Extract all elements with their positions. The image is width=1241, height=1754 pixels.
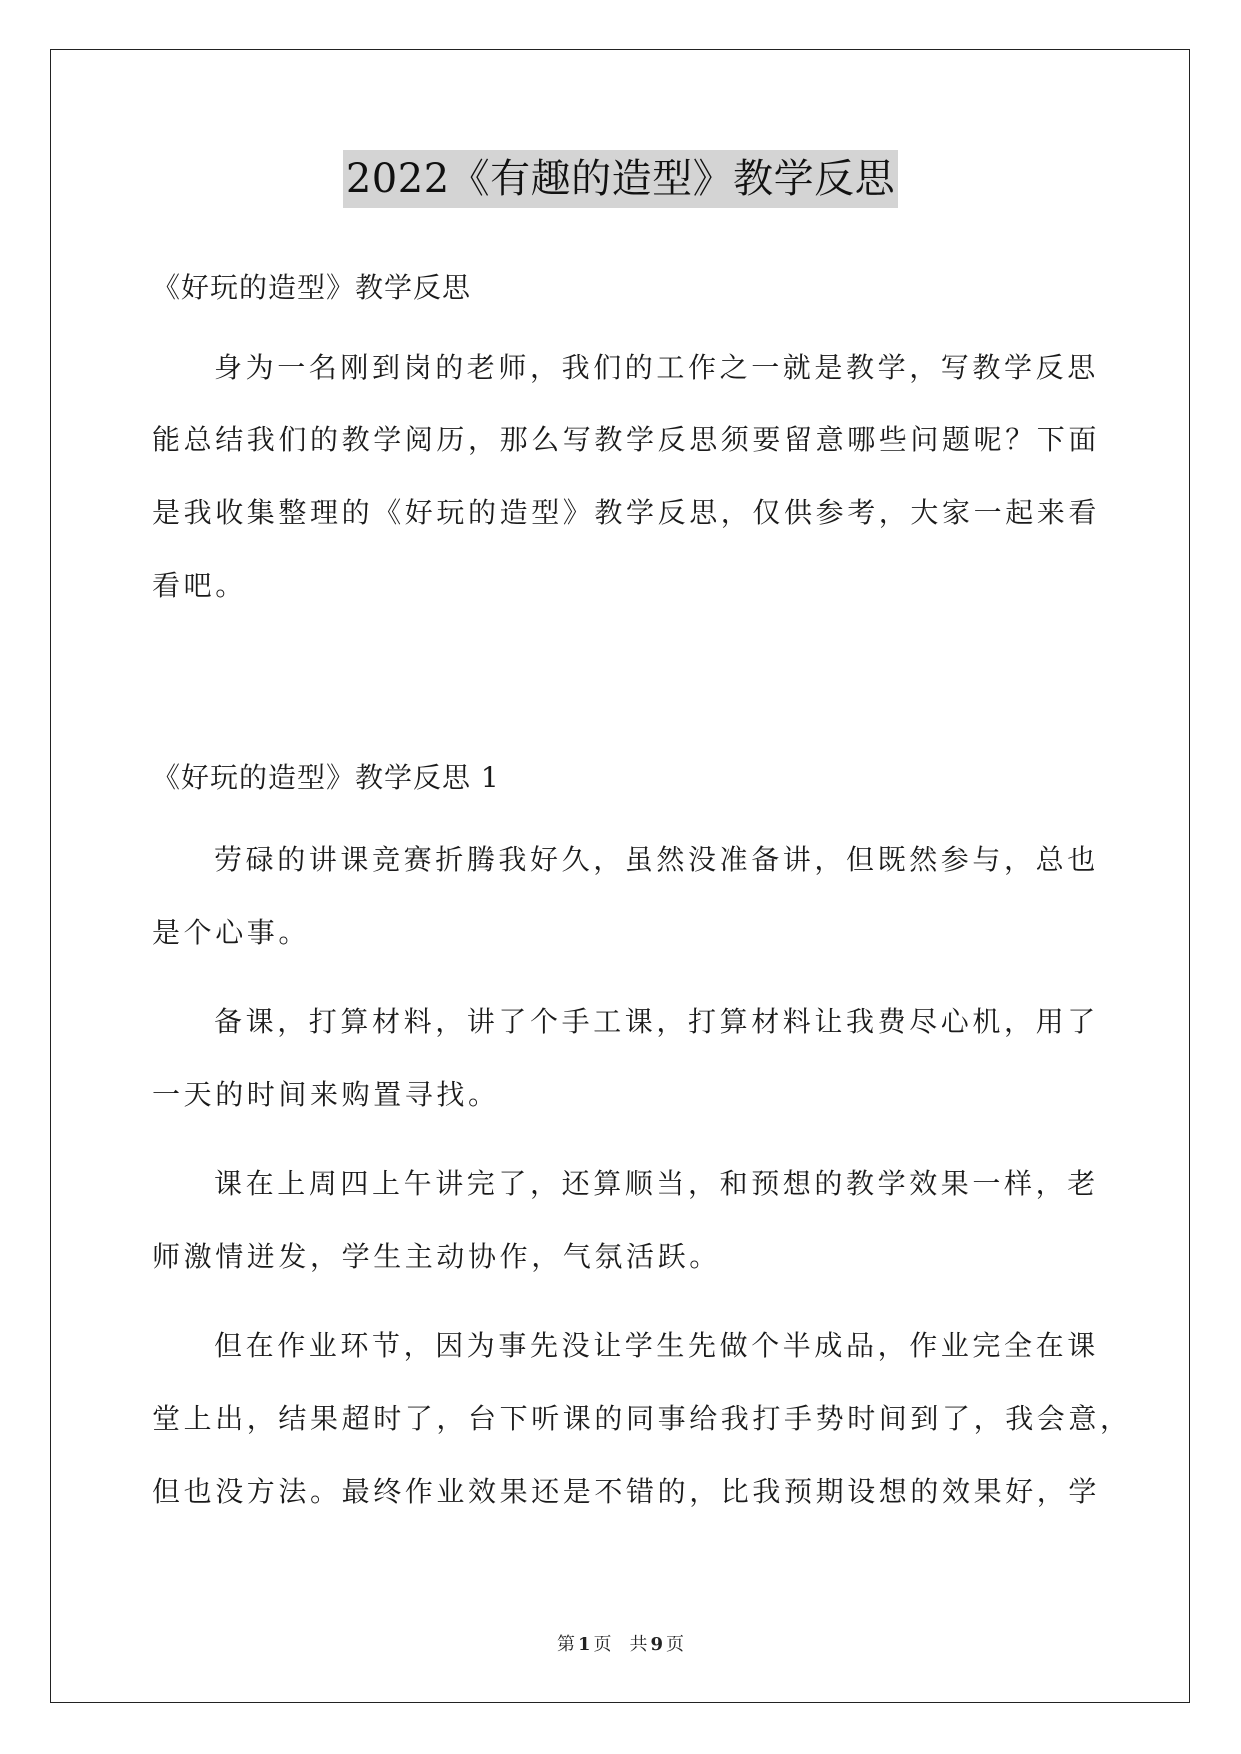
footer-page-prefix: 第 — [556, 1634, 575, 1655]
footer-page-suffix: 页 — [593, 1634, 612, 1655]
footer-total-suffix: 页 — [666, 1634, 685, 1655]
section-heading-1: 《好玩的造型》教学反思 1 — [152, 761, 500, 794]
paragraph-line: 身为一名刚到岗的老师，我们的工作之一就是教学，写教学反思 — [214, 351, 1099, 384]
footer-total-prefix: 共 — [629, 1634, 648, 1655]
paragraph-line: 是个心事。 — [152, 916, 311, 949]
paragraph-line: 课在上周四上午讲完了，还算顺当，和预想的教学效果一样，老 — [214, 1167, 1099, 1200]
paragraph-line: 堂上出，结果超时了，台下听课的同事给我打手势时间到了，我会意， — [152, 1402, 1132, 1435]
paragraph-line: 备课，打算材料，讲了个手工课，打算材料让我费尽心机，用了 — [214, 1005, 1099, 1038]
paragraph-line: 一天的时间来购置寻找。 — [152, 1078, 500, 1111]
paragraph-line: 劳碌的讲课竞赛折腾我好久，虽然没准备讲，但既然参与，总也 — [214, 843, 1099, 876]
paragraph-line: 但在作业环节，因为事先没让学生先做个半成品，作业完全在课 — [214, 1329, 1099, 1362]
footer-total-pages: 9 — [650, 1634, 664, 1655]
document-title: 2022《有趣的造型》教学反思 — [343, 150, 898, 208]
paragraph-line: 看吧。 — [152, 569, 247, 602]
footer-current-page: 1 — [577, 1634, 591, 1655]
paragraph-line: 是我收集整理的《好玩的造型》教学反思，仅供参考，大家一起来看 — [152, 496, 1101, 529]
title-container — [0, 150, 1241, 208]
paragraph-line: 师激情迸发，学生主动协作，气氛活跃。 — [152, 1240, 721, 1273]
section-heading-intro: 《好玩的造型》教学反思 — [152, 271, 472, 304]
page-footer — [0, 1630, 1241, 1656]
paragraph-line: 但也没方法。最终作业效果还是不错的，比我预期设想的效果好，学 — [152, 1475, 1101, 1508]
paragraph-line: 能总结我们的教学阅历，那么写教学反思须要留意哪些问题呢？下面 — [152, 423, 1101, 456]
